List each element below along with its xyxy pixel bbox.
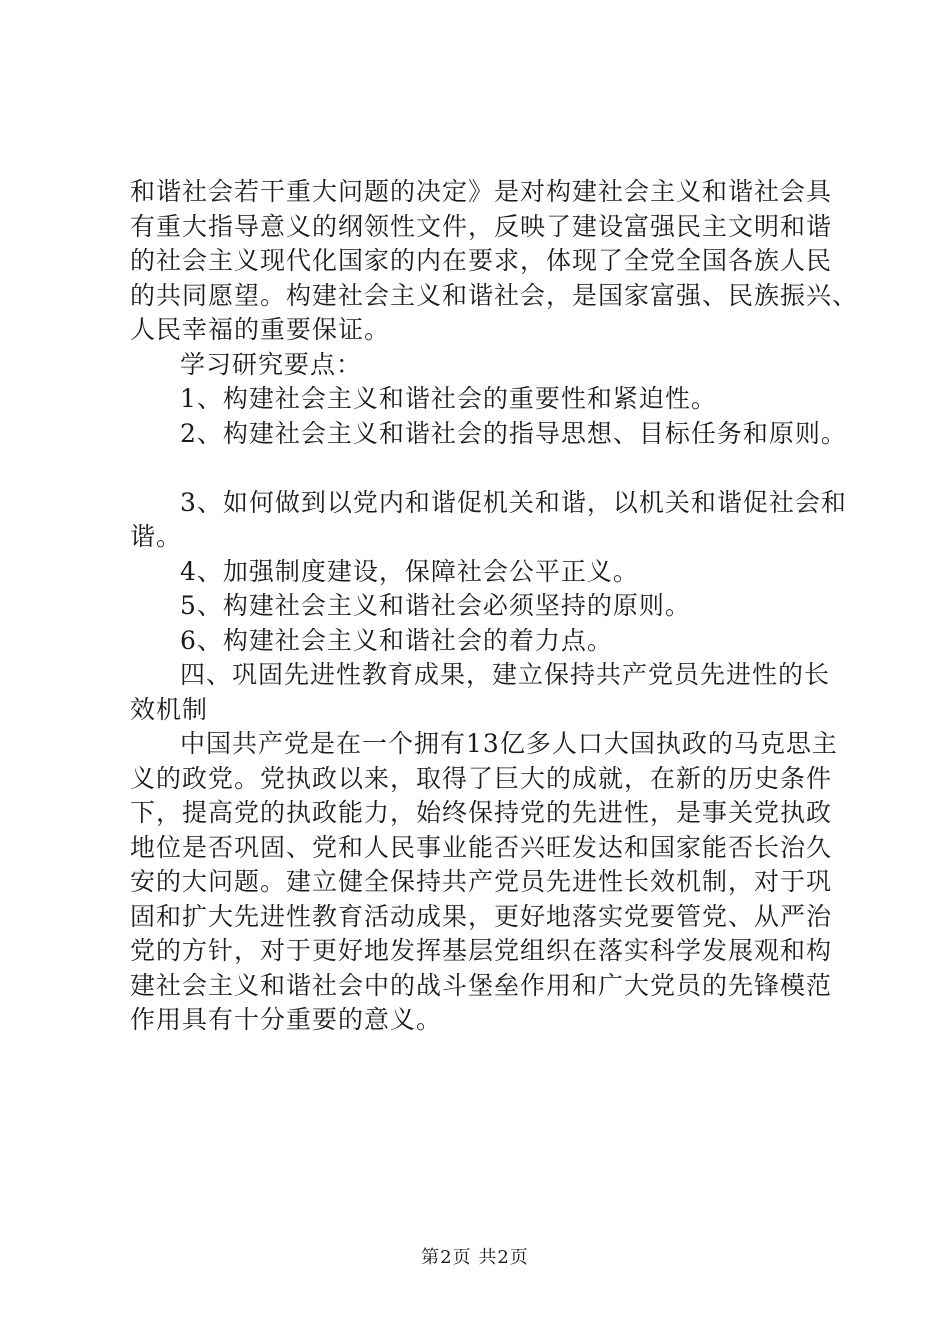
text-line: 的共同愿望。构建社会主义和谐社会，是国家富强、民族振兴、 (130, 280, 859, 310)
list-item-continuation: 谐。 (130, 522, 183, 551)
list-item: 3、如何做到以党内和谐促机关和谐，以机关和谐促社会和 (180, 487, 847, 517)
section-heading-continuation: 效机制 (130, 694, 209, 724)
paragraph-line: 固和扩大先进性教育活动成果，更好地落实党要管党、从严治 (130, 901, 833, 931)
paragraph-line: 安的大问题。建立健全保持共产党员先进性长效机制，对于巩 (130, 867, 833, 896)
paragraph-line: 下，提高党的执政能力，始终保持党的先进性，是事关党执政 (130, 798, 833, 827)
section-heading: 四、巩固先进性教育成果，建立保持共产党员先进性的长 (180, 660, 831, 689)
paragraph-line: 建社会主义和谐社会中的战斗堡垒作用和广大党员的先锋模范 (130, 970, 833, 1000)
list-item: 6、构建社会主义和谐社会的着力点。 (180, 625, 613, 655)
blank-line (130, 451, 850, 486)
text-line: 人民幸福的重要保证。 (130, 315, 391, 344)
section-heading: 学习研究要点： (180, 349, 363, 379)
text-line: 有重大指导意义的纲领性文件，反映了建设富强民主文明和谐 (130, 211, 833, 241)
text-line: 的社会主义现代化国家的内在要求，体现了全党全国各族人民 (130, 246, 833, 275)
paragraph-line: 党的方针，对于更好地发挥基层党组织在落实科学发展观和构 (130, 936, 833, 965)
document-body (130, 175, 859, 1038)
paragraph-line: 义的政党。党执政以来，取得了巨大的成就，在新的历史条件 (130, 763, 833, 793)
list-item: 4、加强制度建设，保障社会公平正义。 (180, 556, 639, 586)
list-item: 5、构建社会主义和谐社会必须坚持的原则。 (180, 591, 691, 620)
list-item: 1、构建社会主义和谐社会的重要性和紧迫性。 (180, 384, 717, 413)
paragraph-line: 中国共产党是在一个拥有13亿多人口大国执政的马克思主 (180, 729, 838, 758)
list-item: 2、构建社会主义和谐社会的指导思想、目标任务和原则。 (180, 418, 847, 448)
paragraph-line: 作用具有十分重要的意义。 (130, 1005, 443, 1034)
text-line: 和谐社会若干重大问题的决定》是对构建社会主义和谐社会具 (130, 177, 833, 206)
page-number-footer: 第2页 共2页 (421, 1247, 529, 1268)
paragraph-line: 地位是否巩固、党和人民事业能否兴旺发达和国家能否长治久 (130, 832, 833, 862)
